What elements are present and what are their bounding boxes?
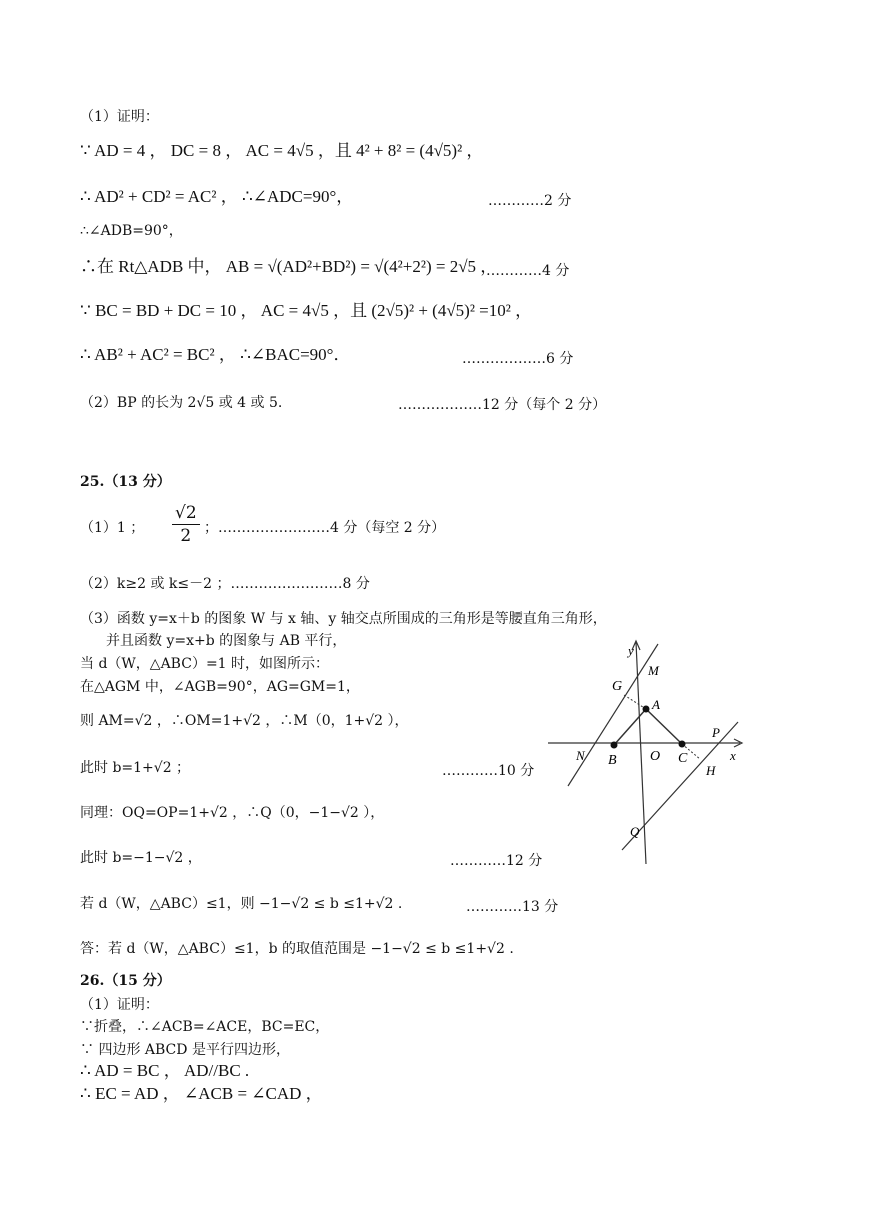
- label-p: P: [712, 725, 720, 740]
- p24-line-4: ∴∠ADB=90°，: [80, 223, 183, 239]
- p24-score-2: …………2 分: [488, 193, 572, 209]
- point-b: [611, 742, 618, 749]
- p25-line-3: （3）函数 y=x＋b 的图象 W 与 x 轴、y 轴交点所围成的三角形是等腰直角三角形，: [80, 611, 607, 627]
- p24-line-2: ∵ AD = 4 ， DC = 8 ， AC = 4√5 ，且 4² + 8² = (4√5)² ，: [80, 141, 484, 160]
- p25-line-10: 此时 b=−1−√2 ，: [80, 850, 202, 866]
- label-o: O: [650, 749, 661, 764]
- p25-line-8: 此时 b=1+√2 ；: [80, 760, 191, 776]
- point-c: [679, 741, 686, 748]
- p25-score-10: …………10 分: [442, 763, 535, 779]
- label-m: M: [648, 663, 659, 678]
- coordinate-figure: [540, 638, 760, 868]
- perpendicular-ag: [624, 695, 646, 709]
- label-b: B: [608, 753, 617, 768]
- p25-line-5: 当 d（W，△ABC）=1 时，如图所示：: [80, 656, 330, 672]
- p26-line-5: ∴ EC = AD ， ∠ACB = ∠CAD ，: [80, 1084, 323, 1103]
- p25-fraction-num: √2: [172, 502, 200, 525]
- p24-line-5: ∴在 Rt△ADB 中， AB = √(AD²+BD²) = √(4²+2²) = 2√5 ，: [80, 257, 498, 276]
- label-q: Q: [630, 824, 640, 839]
- p25-line-1-score: ；……………………4 分（每空 2 分）: [204, 520, 446, 536]
- p25-line-11: 若 d（W，△ABC）≤1，则 −1−√2 ≤ b ≤1+√2 .: [80, 896, 403, 912]
- p24-score-6: ………………6 分: [462, 351, 574, 367]
- p25-line-1: （1）1 ；: [80, 520, 145, 536]
- label-h: H: [706, 763, 716, 778]
- label-x: x: [730, 748, 736, 763]
- p26-line-3: ∵ 四边形 ABCD 是平行四边形，: [80, 1042, 290, 1058]
- p25-fraction-den: 2: [180, 526, 192, 546]
- label-g: G: [612, 679, 623, 694]
- p25-line-4: 并且函数 y=x+b 的图象与 AB 平行，: [106, 633, 347, 649]
- p26-line-1: （1）证明：: [80, 997, 159, 1013]
- p25-line-2: （2）k≥2 或 k≤－2 ；……………………8 分: [80, 576, 370, 592]
- point-a: [643, 706, 650, 713]
- p24-score-4: …………4 分: [486, 263, 570, 279]
- p25-line-9: 同理：OQ=OP=1+√2 ，∴Q（0，−1−√2 ），: [80, 805, 385, 821]
- p25-score-12: …………12 分: [450, 853, 543, 869]
- q26-heading: 26.（15 分）: [80, 973, 171, 989]
- p25-fraction: [172, 502, 200, 547]
- label-a: A: [652, 697, 660, 712]
- segment-ab: [614, 709, 646, 745]
- label-y: y: [628, 643, 634, 658]
- p24-line-3: ∴ AD² + CD² = AC² ， ∴∠ADC=90°，: [80, 187, 354, 206]
- p24-line-7: ∴ AB² + AC² = BC² ， ∴∠BAC=90°．: [80, 345, 351, 364]
- p25-score-13: …………13 分: [466, 899, 559, 915]
- segment-ac: [646, 709, 682, 744]
- p24-line-6: ∵ BC = BD + DC = 10 ， AC = 4√5 ，且 (2√5)² + (4√5)² =10² ，: [80, 301, 533, 320]
- p24-line-1: （1）证明：: [80, 109, 159, 125]
- label-n: N: [576, 748, 585, 763]
- p25-line-6: 在△AGM 中，∠AGB=90°，AG=GM=1，: [80, 679, 360, 695]
- p26-line-2: ∵折叠，∴∠ACB=∠ACE，BC=EC，: [80, 1019, 330, 1035]
- p24-line-8: （2）BP 的长为 2√5 或 4 或 5.: [80, 395, 283, 411]
- p25-line-7: 则 AM=√2 ，∴OM=1+√2 ，∴M（0，1+√2 ），: [80, 713, 409, 729]
- p24-score-12: ………………12 分（每个 2 分）: [398, 397, 607, 413]
- p25-answer: 答：若 d（W，△ABC）≤1，b 的取值范围是 −1−√2 ≤ b ≤1+√2 .: [80, 941, 514, 957]
- p26-line-4: ∴ AD = BC ， AD//BC .: [80, 1061, 250, 1080]
- label-c: C: [678, 751, 688, 766]
- q25-heading: 25.（13 分）: [80, 474, 171, 490]
